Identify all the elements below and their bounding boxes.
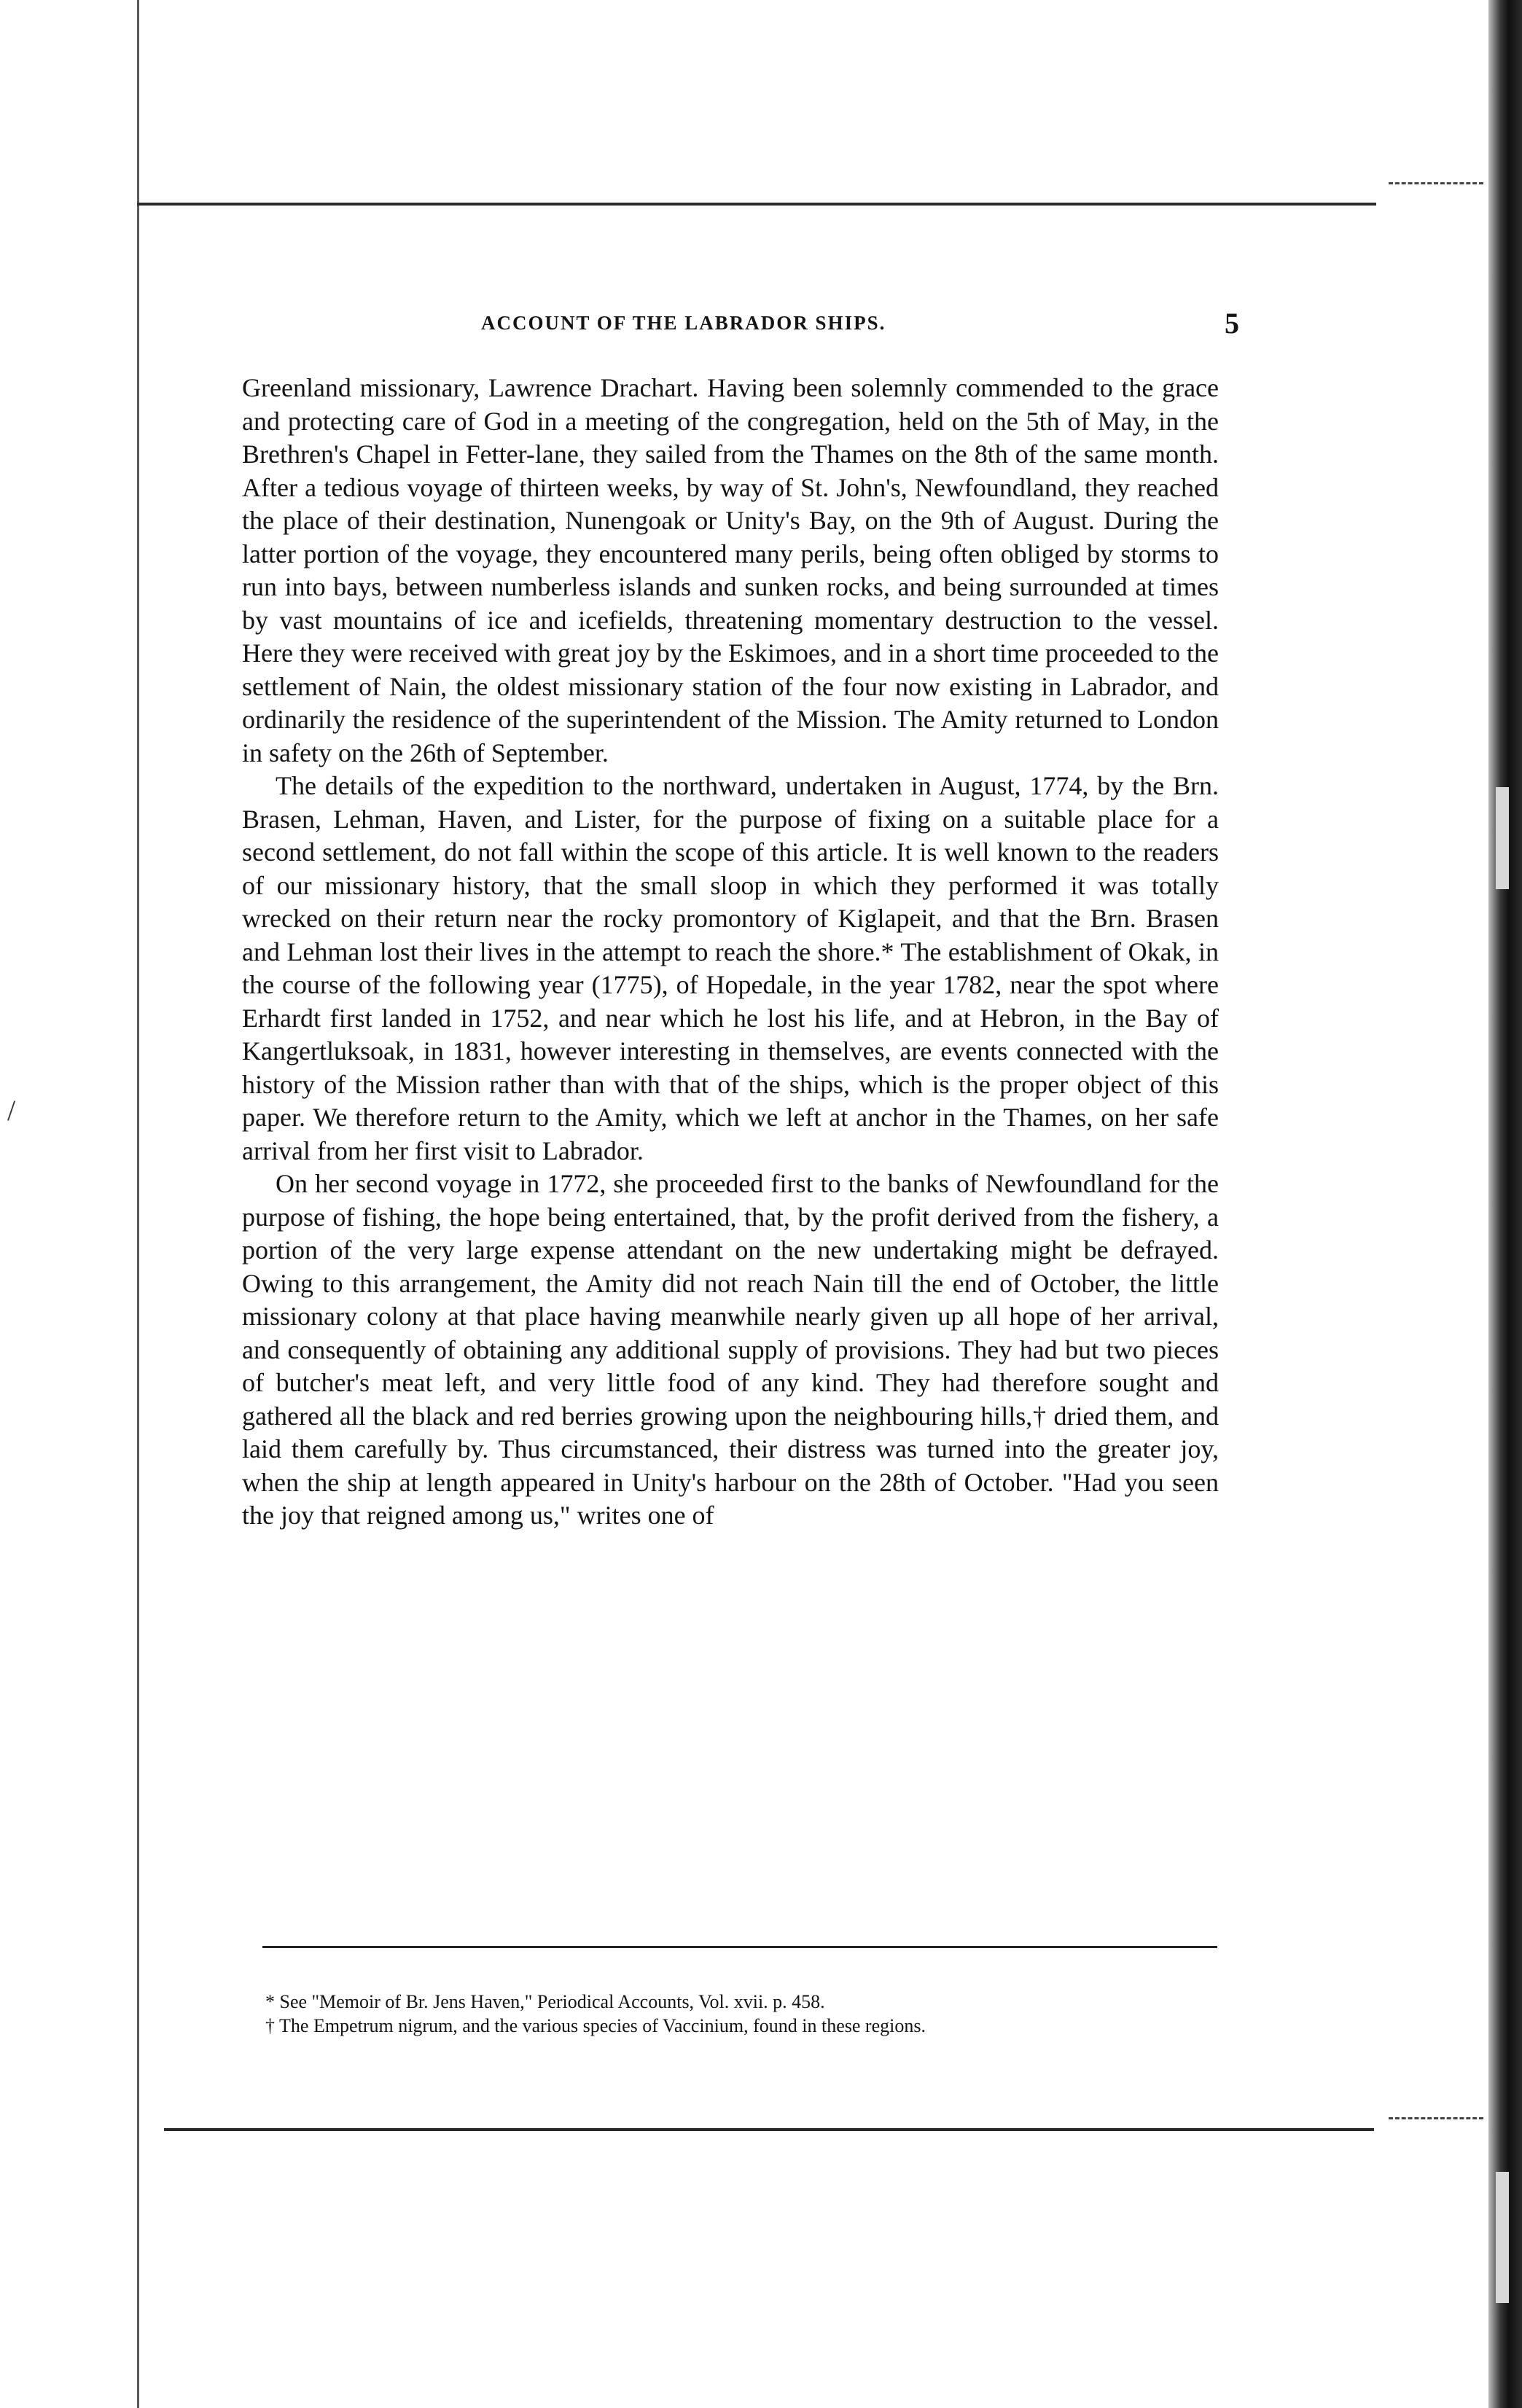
footnote-rule — [262, 1946, 1217, 1948]
footnotes — [248, 1990, 1225, 2038]
footnote-1: * See "Memoir of Br. Jens Haven," Periodical Accounts, Vol. xvii. p. 458. — [265, 1991, 825, 2012]
paragraph-1: Greenland missionary, Lawrence Drachart. Having been solemnly commended to the grace and protecting care of God in a meeting of the congregation, held on the 5th of May, in the Brethren's Chapel in Fetter-lane, they sailed from the Thames on the 8th of the same month. After a tedious voyage of thirteen weeks, by way of St. John's, Newfoundland, they reached the place of their destination, Nunengoak or Unity's Bay, on the 9th of August. During the latter portion of the voyage, they encountered many perils, being often obliged by storms to run into bays, between numberless islands and sunken rocks, and being surrounded at times by vast mountains of ice and icefields, threatening momentary destruction to the vessel. Here they were received with great joy by the Eskimoes, and in a short time proceeded to the settlement of Nain, the oldest missionary station of the four now existing in Labrador, and ordinarily the residence of the superintendent of the Mission. The Amity returned to London in safety on the 26th of September. — [242, 373, 1219, 767]
scan-binding-edge — [1488, 0, 1522, 2408]
header-rule — [137, 203, 1376, 206]
margin-mark: / — [7, 1094, 16, 1127]
paragraph-2: The details of the expedition to the northward, undertaken in August, 1774, by the Brn. Brasen, Lehman, Haven, and Lister, for the purpose of fixing on a suitable place for a second settlement, do not fall within the scope of this article. It is well known to the readers of our missionary history, that the small sloop in which they performed it was totally wrecked on their return near the rocky promontory of Kiglapeit, and that the Brn. Brasen and Lehman lost their lives in the attempt to reach the shore.* The establishment of Okak, in the course of the following year (1775), of Hopedale, in the year 1782, near the spot where Erhardt first landed in 1752, and near which he lost his life, and at Hebron, in the Bay of Kangertluksoak, in 1831, however interesting in themselves, are events connected with the history of the Mission rather than with that of the ships, which is the proper object of this paper. We therefore return to the Amity, which we left at anchor in the Thames, on her safe arrival from her first visit to Labrador. — [242, 771, 1219, 1165]
running-head — [241, 307, 1239, 344]
body-text — [242, 372, 1219, 1533]
footer-rule-continuation — [1389, 2117, 1483, 2119]
running-head-title: ACCOUNT OF THE LABRADOR SHIPS. — [481, 312, 886, 334]
footnote-2: † The Empetrum nigrum, and the various species of Vaccinium, found in these regions. — [265, 2015, 926, 2036]
header-rule-continuation — [1389, 182, 1483, 184]
paragraph-3: On her second voyage in 1772, she proceeded first to the banks of Newfoundland for the purpose of fishing, the hope being entertained, that, by the profit derived from the fishery, a portion of the very large expense attendant on the new undertaking might be defrayed. Owing to this arrangement, the Amity did not reach Nain till the end of October, the little missionary colony at that place having meanwhile nearly given up all hope of her arrival, and consequently of obtaining any additional supply of provisions. They had but two pieces of butcher's meat left, and very little food of any kind. They had therefore sought and gathered all the black and red berries growing upon the neighbouring hills,† dried them, and laid them carefully by. Thus circumstanced, their distress was turned into the greater joy, when the ship at length appeared in Unity's harbour on the 28th of October. "Had you seen the joy that reigned among us," writes one of — [242, 1169, 1219, 1530]
page-number: 5 — [1225, 307, 1239, 340]
footer-rule — [164, 2128, 1374, 2131]
